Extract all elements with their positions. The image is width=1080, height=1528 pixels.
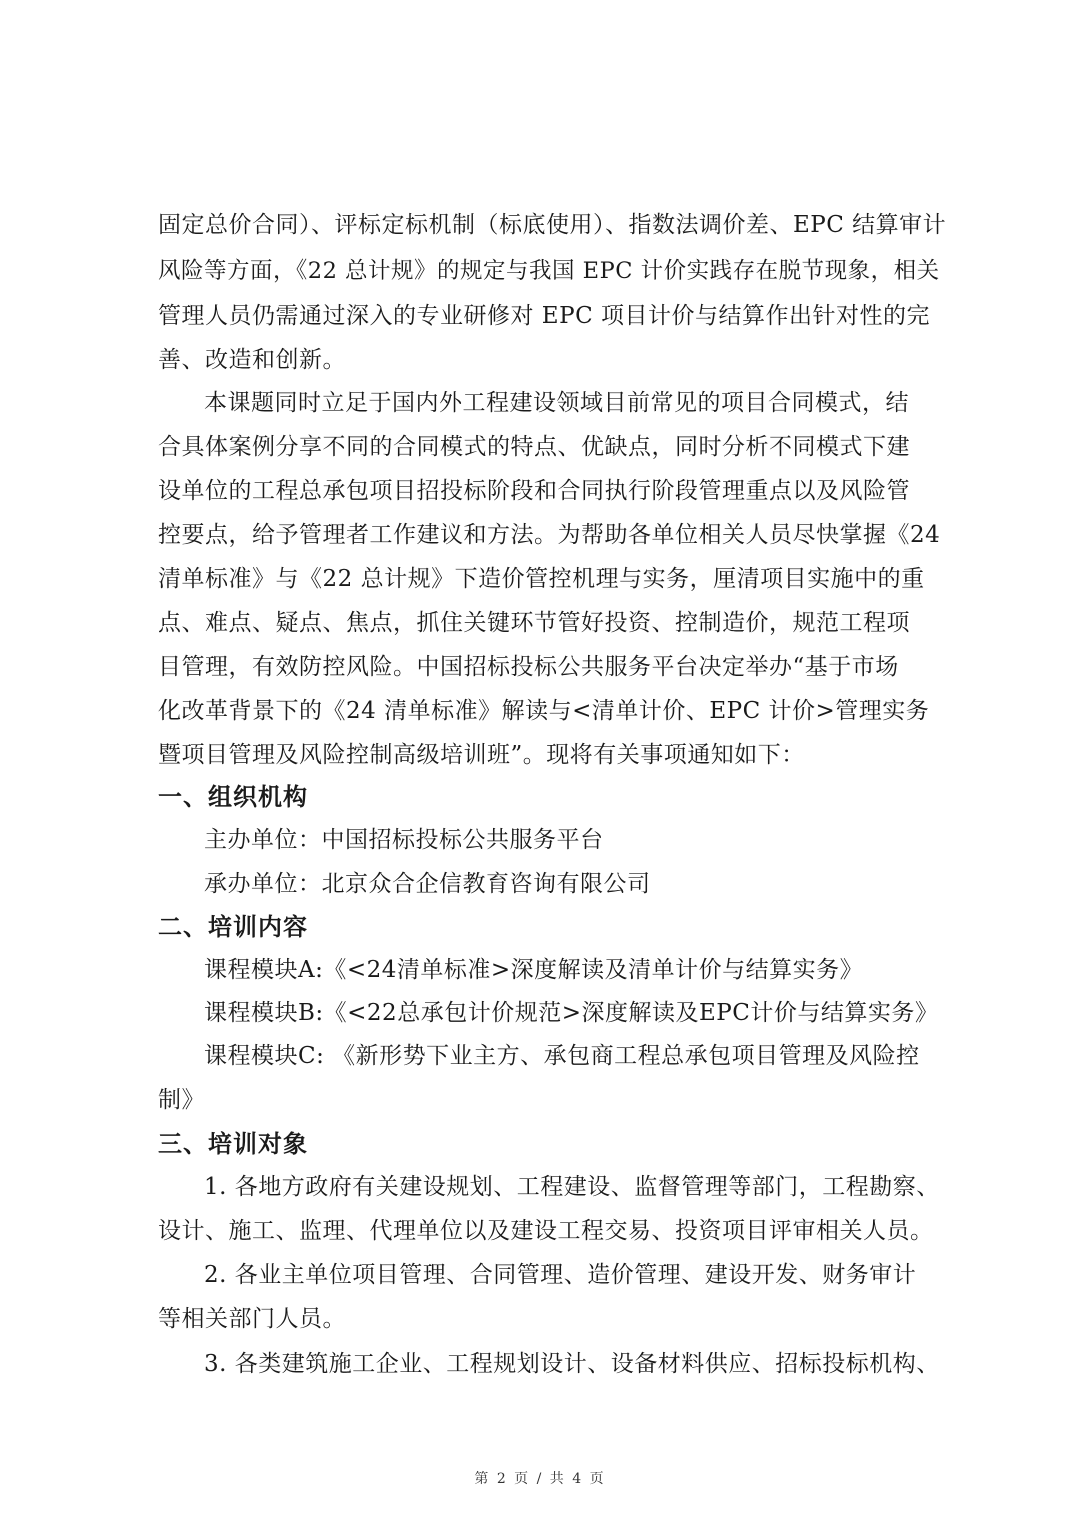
audience-item-1-continuation: 设计、施工、监理、代理单位以及建设工程交易、投资项目评审相关人员。 [158,1218,934,1244]
paragraph-line: 控要点，给予管理者工作建议和方法。为帮助各单位相关人员尽快掌握《24 [158,522,941,548]
paragraph-line: 本课题同时立足于国内外工程建设领域目前常见的项目合同模式，结 [204,390,909,416]
co-organizer-line: 承办单位：北京众合企信教育咨询有限公司 [204,871,651,897]
course-module-b: 课程模块B:《<22总承包计价规范>深度解读及EPC计价与结算实务》 [204,1000,939,1026]
audience-item-3: 3. 各类建筑施工企业、工程规划设计、设备材料供应、招标投标机构、 [204,1351,940,1377]
paragraph-line: 设单位的工程总承包项目招投标阶段和合同执行阶段管理重点以及风险管 [158,478,910,504]
paragraph-line: 清单标准》与《22 总计规》下造价管控机理与实务，厘清项目实施中的重 [158,566,925,592]
audience-item-2: 2. 各业主单位项目管理、合同管理、造价管理、建设开发、财务审计 [204,1262,917,1288]
paragraph-line: 化改革背景下的《24 清单标准》解读与<清单计价、EPC 计价>管理实务 [158,698,930,724]
course-module-c: 课程模块C: 《新形势下业主方、承包商工程总承包项目管理及风险控 [204,1043,920,1069]
paragraph-line: 风险等方面，《22 总计规》的规定与我国 EPC 计价实践存在脱节现象，相关 [158,258,940,284]
page-number-footer: 第 2 页 / 共 4 页 [474,1471,606,1487]
paragraph-line: 管理人员仍需通过深入的专业研修对 EPC 项目计价与结算作出针对性的完 [158,303,930,329]
section-heading-audience: 三、培训对象 [158,1130,308,1158]
section-heading-content: 二、培训内容 [158,913,308,941]
paragraph-line: 点、难点、疑点、焦点，抓住关键环节管好投资、控制造价，规范工程项 [158,610,910,636]
course-module-a: 课程模块A:《<24清单标准>深度解读及清单计价与结算实务》 [204,957,864,983]
audience-item-2-continuation: 等相关部门人员。 [158,1306,346,1332]
course-module-c-continuation: 制》 [158,1087,205,1113]
paragraph-line: 合具体案例分享不同的合同模式的特点、优缺点，同时分析不同模式下建 [158,434,910,460]
paragraph-line: 目管理，有效防控风险。中国招标投标公共服务平台决定举办“基于市场 [158,654,899,680]
audience-item-1: 1. 各地方政府有关建设规划、工程建设、监督管理等部门，工程勘察、 [204,1174,940,1200]
organizer-line: 主办单位：中国招标投标公共服务平台 [204,827,604,853]
paragraph-line: 固定总价合同）、评标定标机制（标底使用）、指数法调价差、EPC 结算审计 [158,212,947,238]
paragraph-line: 善、改造和创新。 [158,347,346,373]
paragraph-line: 暨项目管理及风险控制高级培训班”。现将有关事项通知如下： [158,742,805,768]
section-heading-organization: 一、组织机构 [158,783,308,811]
